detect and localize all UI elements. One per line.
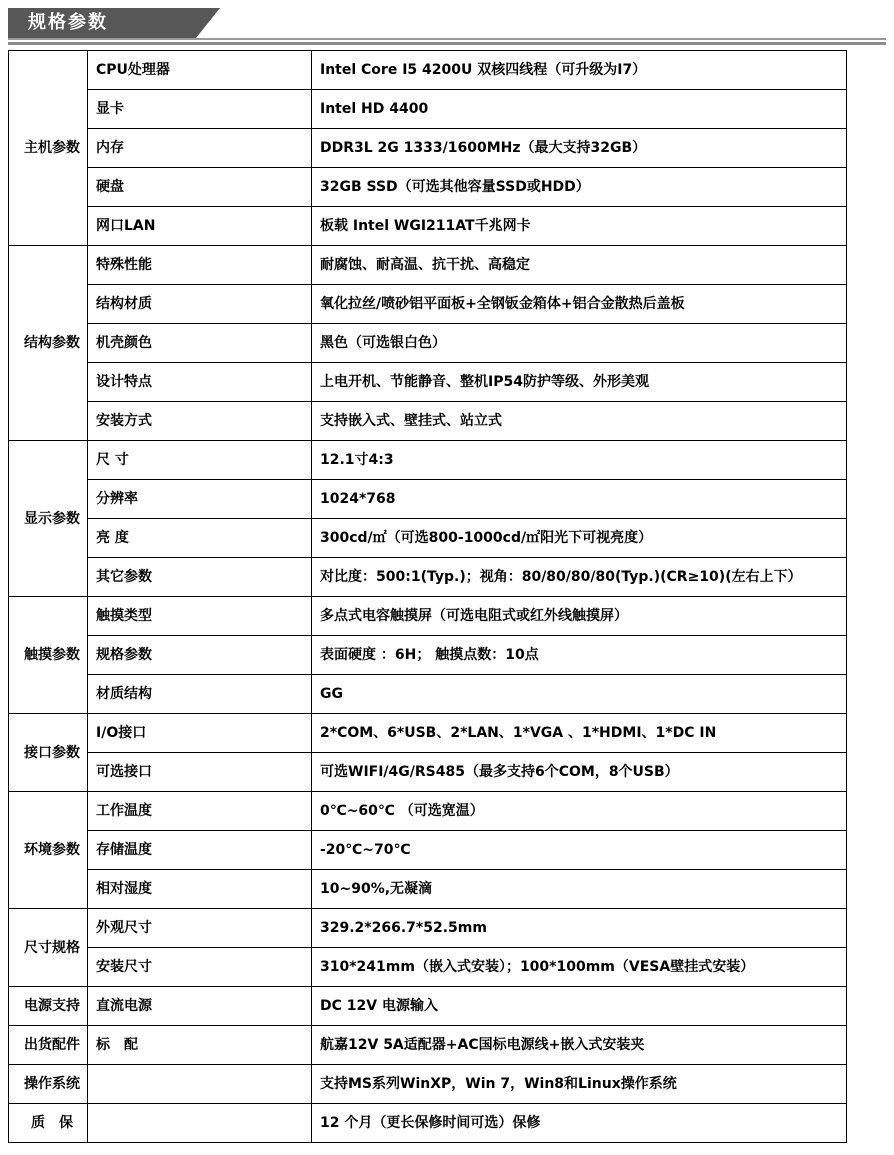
category-cell: 尺寸规格: [9, 909, 88, 987]
page-header: [0, 0, 894, 50]
item-cell: I/O接口: [88, 714, 312, 753]
value-cell: 310*241mm（嵌入式安装）；100*100mm（VESA壁挂式安装）: [312, 948, 847, 987]
item-cell: 标 配: [88, 1026, 312, 1065]
value-cell: 329.2*266.7*52.5mm: [312, 909, 847, 948]
item-cell: 机壳颜色: [88, 324, 312, 363]
table-row: [9, 51, 847, 90]
category-cell: 质 保: [9, 1104, 88, 1143]
item-cell: [88, 1065, 312, 1104]
category-cell: 触摸参数: [9, 597, 88, 714]
item-cell: 硬盘: [88, 168, 312, 207]
item-cell: 工作温度: [88, 792, 312, 831]
table-row: [9, 441, 847, 480]
table-row: [9, 168, 847, 207]
specifications-table: [8, 50, 847, 1143]
table-row: [9, 792, 847, 831]
table-row: [9, 636, 847, 675]
value-cell: 耐腐蚀、耐高温、抗干扰、高稳定: [312, 246, 847, 285]
table-row: [9, 207, 847, 246]
table-row: [9, 987, 847, 1026]
table-row: [9, 675, 847, 714]
table-row: [9, 558, 847, 597]
specifications-table-body: [9, 51, 847, 1143]
item-cell: 结构材质: [88, 285, 312, 324]
value-cell: 上电开机、节能静音、整机IP54防护等级、外形美观: [312, 363, 847, 402]
value-cell: 1024*768: [312, 480, 847, 519]
category-cell: 操作系统: [9, 1065, 88, 1104]
value-cell: 支持MS系列WinXP，Win 7，Win8和Linux操作系统: [312, 1065, 847, 1104]
category-cell: 接口参数: [9, 714, 88, 792]
item-cell: 触摸类型: [88, 597, 312, 636]
item-cell: 存储温度: [88, 831, 312, 870]
item-cell: 内存: [88, 129, 312, 168]
category-cell: 主机参数: [9, 51, 88, 246]
header-banner-tail-icon: [196, 8, 220, 38]
page-title: 规格参数: [28, 12, 108, 33]
table-row: [9, 597, 847, 636]
category-cell: 显示参数: [9, 441, 88, 597]
value-cell: 32GB SSD（可选其他容量SSD或HDD）: [312, 168, 847, 207]
value-cell: 航嘉12V 5A适配器+AC国标电源线+嵌入式安装夹: [312, 1026, 847, 1065]
item-cell: 安装方式: [88, 402, 312, 441]
value-cell: 12.1寸4:3: [312, 441, 847, 480]
value-cell: 300cd/㎡（可选800-1000cd/㎡阳光下可视亮度）: [312, 519, 847, 558]
table-row: [9, 285, 847, 324]
value-cell: 12 个月（更长保修时间可选）保修: [312, 1104, 847, 1143]
item-cell: [88, 1104, 312, 1143]
value-cell: 0℃~60℃ （可选宽温）: [312, 792, 847, 831]
item-cell: 安装尺寸: [88, 948, 312, 987]
value-cell: 2*COM、6*USB、2*LAN、1*VGA 、1*HDMI、1*DC IN: [312, 714, 847, 753]
category-cell: 电源支持: [9, 987, 88, 1026]
value-cell: 板载 Intel WGI211AT千兆网卡: [312, 207, 847, 246]
value-cell: GG: [312, 675, 847, 714]
value-cell: 黑色（可选银白色）: [312, 324, 847, 363]
table-row: [9, 870, 847, 909]
item-cell: 其它参数: [88, 558, 312, 597]
item-cell: 显卡: [88, 90, 312, 129]
table-row: [9, 129, 847, 168]
value-cell: DDR3L 2G 1333/1600MHz（最大支持32GB）: [312, 129, 847, 168]
table-row: [9, 831, 847, 870]
category-cell: 结构参数: [9, 246, 88, 441]
value-cell: 表面硬度 ：6H； 触摸点数：10点: [312, 636, 847, 675]
table-row: [9, 909, 847, 948]
item-cell: 亮 度: [88, 519, 312, 558]
value-cell: Intel HD 4400: [312, 90, 847, 129]
category-cell: 出货配件: [9, 1026, 88, 1065]
item-cell: 规格参数: [88, 636, 312, 675]
table-row: [9, 714, 847, 753]
item-cell: 特殊性能: [88, 246, 312, 285]
table-row: [9, 1065, 847, 1104]
value-cell: DC 12V 电源输入: [312, 987, 847, 1026]
item-cell: CPU处理器: [88, 51, 312, 90]
value-cell: 多点式电容触摸屏（可选电阻式或红外线触摸屏）: [312, 597, 847, 636]
header-divider-top: [8, 38, 886, 40]
table-row: [9, 1026, 847, 1065]
value-cell: -20℃~70℃: [312, 831, 847, 870]
header-divider-bottom: [8, 42, 886, 45]
table-row: [9, 948, 847, 987]
value-cell: 10~90%,无凝滴: [312, 870, 847, 909]
table-row: [9, 480, 847, 519]
item-cell: 网口LAN: [88, 207, 312, 246]
table-row: [9, 246, 847, 285]
item-cell: 设计特点: [88, 363, 312, 402]
value-cell: 氧化拉丝/喷砂铝平面板+全钢钣金箱体+铝合金散热后盖板: [312, 285, 847, 324]
table-row: [9, 324, 847, 363]
item-cell: 直流电源: [88, 987, 312, 1026]
table-row: [9, 1104, 847, 1143]
item-cell: 相对湿度: [88, 870, 312, 909]
value-cell: 支持嵌入式、壁挂式、站立式: [312, 402, 847, 441]
item-cell: 外观尺寸: [88, 909, 312, 948]
table-row: [9, 90, 847, 129]
value-cell: Intel Core I5 4200U 双核四线程（可升级为I7）: [312, 51, 847, 90]
table-row: [9, 402, 847, 441]
category-cell: 环境参数: [9, 792, 88, 909]
item-cell: 尺 寸: [88, 441, 312, 480]
value-cell: 对比度：500:1(Typ.)；视角：80/80/80/80(Typ.)(CR≥10)(左右上下）: [312, 558, 847, 597]
table-row: [9, 519, 847, 558]
item-cell: 分辨率: [88, 480, 312, 519]
item-cell: 材质结构: [88, 675, 312, 714]
value-cell: 可选WIFI/4G/RS485（最多支持6个COM，8个USB）: [312, 753, 847, 792]
item-cell: 可选接口: [88, 753, 312, 792]
table-row: [9, 753, 847, 792]
table-row: [9, 363, 847, 402]
